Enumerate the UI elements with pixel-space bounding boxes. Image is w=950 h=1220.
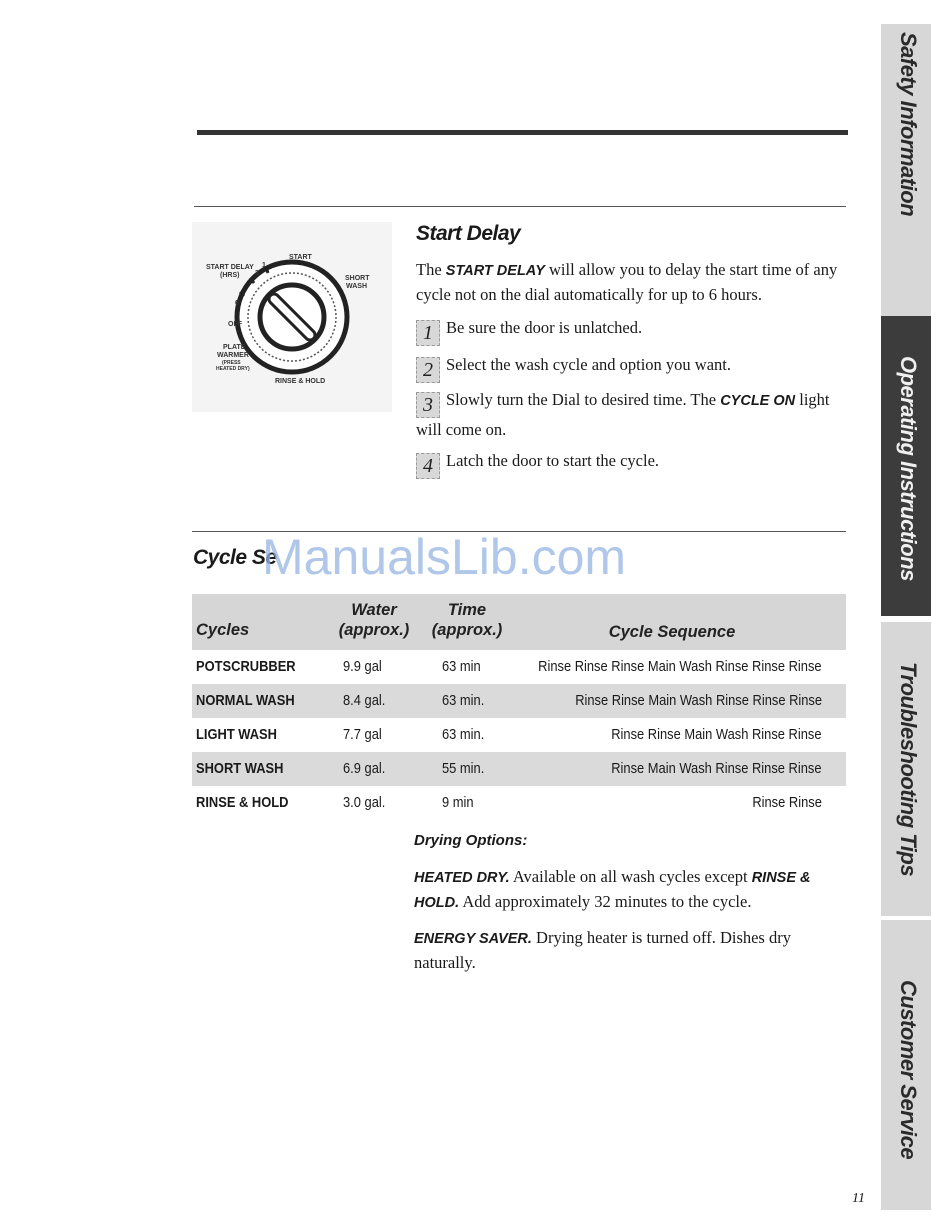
dial-label-plate: PLATE bbox=[223, 344, 246, 351]
step-number-icon: 2 bbox=[416, 357, 440, 383]
dial-label-wash: WASH bbox=[346, 283, 367, 290]
dial-label-n1: 1 bbox=[262, 262, 266, 269]
start-delay-heading: Start Delay bbox=[416, 222, 521, 245]
col-sequence: Cycle Sequence bbox=[608, 623, 736, 641]
tab-operating-instructions[interactable]: Operating Instructions bbox=[881, 316, 931, 616]
dial-label-warmer: WARMER bbox=[217, 352, 249, 359]
table-row: POTSCRUBBER 9.9 gal 63 min Rinse Rinse Rinse Main Wash Rinse Rinse Rinse bbox=[196, 658, 822, 675]
page-number: 11 bbox=[852, 1191, 865, 1206]
cycle-table bbox=[192, 594, 846, 820]
table-row: RINSE & HOLD 3.0 gal. 9 min Rinse Rinse bbox=[196, 794, 822, 811]
dial-illustration bbox=[192, 222, 392, 412]
dial-label-n6: 6 bbox=[235, 300, 239, 307]
step-4: 4 Latch the door to start the cycle. bbox=[416, 449, 848, 479]
col-cycles: Cycles bbox=[196, 621, 250, 639]
dial-label-heated-dry: HEATED DRY) bbox=[216, 366, 250, 372]
dial-label-off: OFF bbox=[228, 321, 242, 328]
tab-customer-service[interactable]: Customer Service bbox=[881, 920, 931, 1210]
step-number-icon: 1 bbox=[416, 320, 440, 346]
step-3: 3 Slowly turn the Dial to desired time. The CYCLE ON light will come on. bbox=[416, 390, 830, 439]
step-number-icon: 4 bbox=[416, 453, 440, 479]
dial-label-short: SHORT bbox=[345, 275, 370, 282]
step-number-icon: 3 bbox=[416, 392, 440, 418]
table-header bbox=[192, 594, 846, 650]
dial-label-start: START bbox=[289, 254, 312, 261]
tab-troubleshooting-tips[interactable]: Troubleshooting Tips bbox=[881, 622, 931, 916]
step-2: 2 Select the wash cycle and option you want. bbox=[416, 353, 848, 383]
top-rule bbox=[197, 130, 848, 135]
dial-label-hrs: (HRS) bbox=[220, 272, 240, 279]
heated-dry-paragraph: HEATED DRY. Available on all wash cycles except RINSE & HOLD. Add approximately 32 minutes to the cycle. bbox=[414, 867, 811, 911]
table-row: SHORT WASH 6.9 gal. 55 min. Rinse Main Wash Rinse Rinse Rinse bbox=[192, 752, 846, 786]
dial-label-n3: 3 bbox=[255, 270, 259, 277]
dial-label-press: (PRESS bbox=[222, 360, 241, 366]
watermark: ManualsLib.com bbox=[262, 529, 627, 585]
dial-label-start-delay: START DELAY bbox=[206, 264, 254, 271]
drying-options-heading: Drying Options: bbox=[414, 832, 528, 849]
step-1: 1 Be sure the door is unlatched. bbox=[416, 316, 848, 346]
table-row: NORMAL WASH 8.4 gal. 63 min. Rinse Rinse Main Wash Rinse Rinse Rinse bbox=[192, 684, 846, 718]
tab-safety-information[interactable]: Safety Information bbox=[881, 24, 931, 316]
energy-saver-paragraph: ENERGY SAVER. Drying heater is turned off. Dishes dry naturally. bbox=[414, 928, 791, 972]
cycle-sequence-heading: Cycle Se bbox=[193, 546, 277, 569]
col-time: Time (approx.) bbox=[431, 601, 503, 639]
col-water: Water (approx.) bbox=[338, 601, 410, 639]
table-row: LIGHT WASH 7.7 gal 63 min. Rinse Rinse Main Wash Rinse Rinse bbox=[196, 726, 822, 743]
dial-label-rinse-hold: RINSE & HOLD bbox=[275, 378, 326, 385]
start-delay-intro: The START DELAY will allow you to delay the start time of any cycle not on the dial automatically for up to 6 hours. bbox=[416, 260, 838, 304]
section-rule bbox=[194, 206, 846, 207]
